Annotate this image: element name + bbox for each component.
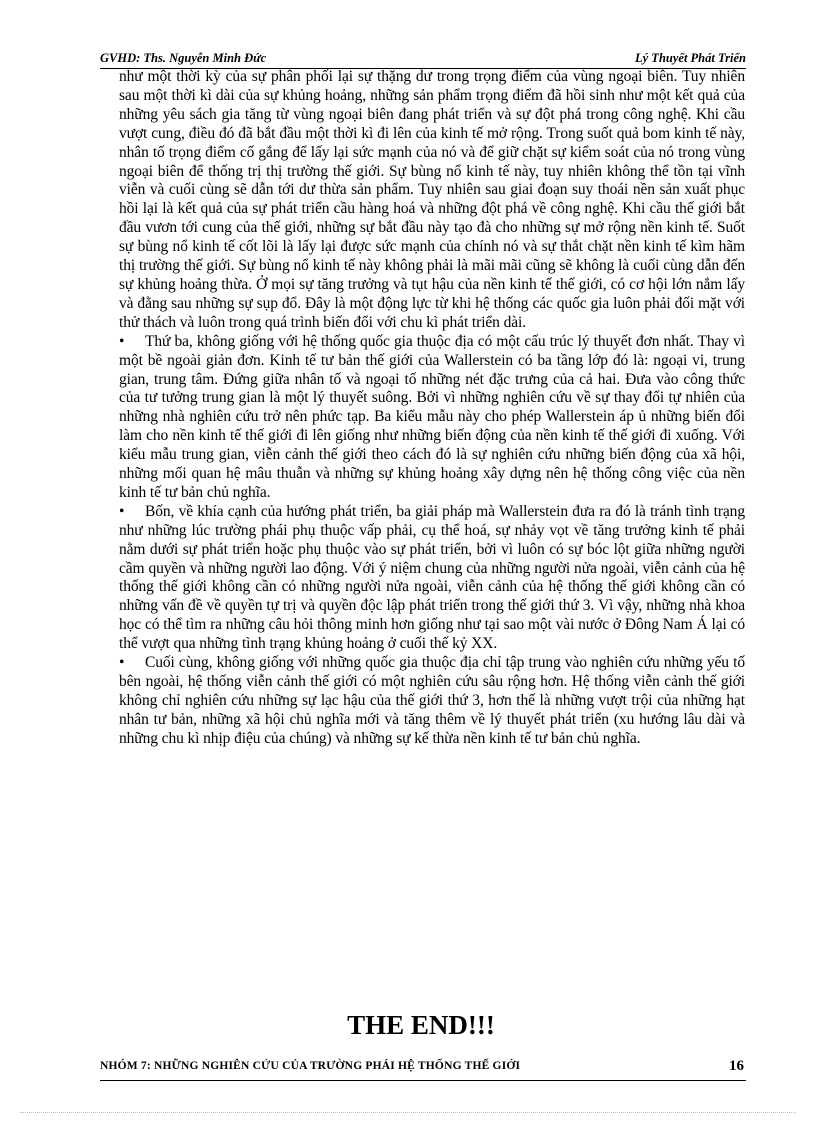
- paragraph-continuation: [119, 68, 745, 333]
- bullet-paragraph-final: [119, 654, 745, 749]
- header-instructor: GVHD: Ths. Nguyễn Minh Đức: [100, 51, 267, 65]
- page-header: [100, 50, 746, 69]
- paragraph-text: Thứ ba, không giống với hệ thống quốc gia thuộc địa có một cấu trúc lý thuyết đơn nhất. Thay vì một bề ngoài giản đơn. Kinh tế tư bản thế giới của Wallerstein có ba tầng lớp đó là: ngoại vi, trung gian, trung tâm. Đứng giữa nhân tố và ngoại tố những nét đặc trưng của cả hai. Đưa vào công thức của tư tưởng trung gian là một lý thuyết suông. Bởi vì những nghiên cứu về sự thay đổi tự nhiên của những nhà nghiên cứu trở nên phức tạp. Ba kiểu mẫu này cho phép Wallerstein áp ủ những biến đổi làm cho nền kinh tế thế giới đi lên giống như những biến động của nền kinh tế thế giới đi xuống. Với kiểu mẫu trung gian, viễn cảnh thế giới theo cách đó là sự nghiên cứu những biến động của xã hội, những mối quan hệ mâu thuẫn và những sự khủng hoảng xây dựng nên hệ thống công việc của nền kinh tế tư bản chủ nghĩa.: [119, 332, 745, 501]
- bullet-paragraph-fourth: [119, 503, 745, 654]
- page-number: 16: [729, 1058, 744, 1074]
- paragraph-text: Bốn, về khía cạnh của hướng phát triển, ba giải pháp mà Wallerstein đưa ra đó là tránh tình trạng như những lúc trường phái phụ thuộc vấp phải, cụ thể hoá, sự nhảy vọt về tăng trưởng kinh tế phải nằm dưới sự phát triển hoặc phụ thuộc vào sự phát triển, bởi vì luôn có sự bóc lột giữa những người cầm quyền và những người lao động. Với ý niệm chung của những người nửa ngoài, viễn cảnh của hệ thống thế giới không cần có những người nửa ngoài, viễn cảnh của hệ thống thế giới không cần có những vấn đề về quyền tự trị và quyền độc lập phát triển trong thế giới thứ 3. Vì vậy, những nhà khoa học có thể tìm ra những câu hỏi thông minh hơn giống như tại sao một vài nước ở Đông Nam Á lại có thể vượt qua những tình trạng khủng hoảng ở cuối thế kỷ XX.: [119, 502, 745, 653]
- header-subject: Lý Thuyết Phát Triển: [635, 51, 746, 65]
- document-body: [119, 68, 745, 749]
- page-edge-divider: [20, 1112, 796, 1113]
- paragraph-text: như một thời kỳ của sự phân phối lại sự thặng dư trong trọng điểm của vùng ngoại biên. Tuy nhiên sau một thời kì dài của sự khủng hoảng, những sản phẩm trọng điểm đã hồi sinh như một kết quả của những yêu sách gia tăng từ vùng ngoại biên đang phát triển và sự đột phá trong công nghệ. Khi cầu vượt cung, điều đó đã bắt đầu một thời kì đi lên của kinh tế mở rộng. Trong suốt quả bom kinh tế này, nhân tố trọng điểm cố gắng để lấy lại sức mạnh của nó và để giữ chặt sự kiểm soát của nó trong vùng ngoại biên để thống trị thị trường thế giới. Sự bùng nổ kinh tế này, tuy nhiên không thể tồn tại vĩnh viễn và cuối cùng sẽ dẫn tới dư thừa sản phẩm. Tuy nhiên sau giai đoạn suy thoái nền sản xuất phục hồi lại là kết quả của sự phát triển cầu hàng hoá và những đột phá về công nghệ. Khi cầu thế giới bắt đầu vươn tới cung của thế giới, những sự bắt đầu này tạo đà cho những sự mở rộng nền kinh tế. Suốt sự bùng nổ kinh tế cốt lõi là lấy lại được sức mạnh của chính nó và sự thắt chặt nền kinh tế kìm hãm thị trường thế giới. Sự bùng nổ kinh tế này không phải là mãi mãi cũng sẽ không là cuối cùng dẫn đến sự khủng hoảng thừa. Ở mọi sự tăng trưởng và tụt hậu của nền kinh tế thế giới, có cơ hội lớn nắm lấy và đằng sau những sự sụp đổ. Đây là một động lực từ khi hệ thống các quốc gia luôn phải đối mặt với thử thách và luôn trong quá trình biến đổi với chu kì phát triển dài.: [119, 68, 745, 331]
- bullet-icon: •: [119, 502, 125, 520]
- bullet-icon: •: [119, 654, 125, 672]
- bullet-icon: •: [119, 332, 125, 350]
- bullet-paragraph-third: [119, 333, 745, 503]
- page-footer: [100, 1058, 746, 1081]
- paragraph-text: Cuối cùng, không giống với những quốc gia thuộc địa chỉ tập trung vào nghiên cứu những yếu tố bên ngoài, hệ thống viễn cảnh thế giới có một nghiên cứu sâu rộng hơn. Hệ thống viễn cảnh thế giới không chỉ nghiên cứu những sự lạc hậu của thế giới thứ 3, hơn thế là những vượt trội của những hạt nhân tư bản, những xã hội chủ nghĩa mới và tăng thêm về lý thuyết phát triển (xu hướng lâu dài và những chu kì nhịp điệu của chúng) và những sự kế thừa nền kinh tế tư bản chủ nghĩa.: [119, 654, 745, 747]
- footer-group-title: NHÓM 7: NHỮNG NGHIÊN CỨU CỦA TRƯỜNG PHÁI HỆ THỐNG THẾ GIỚI: [100, 1060, 521, 1072]
- closing-title: THE END!!!: [347, 1010, 495, 1040]
